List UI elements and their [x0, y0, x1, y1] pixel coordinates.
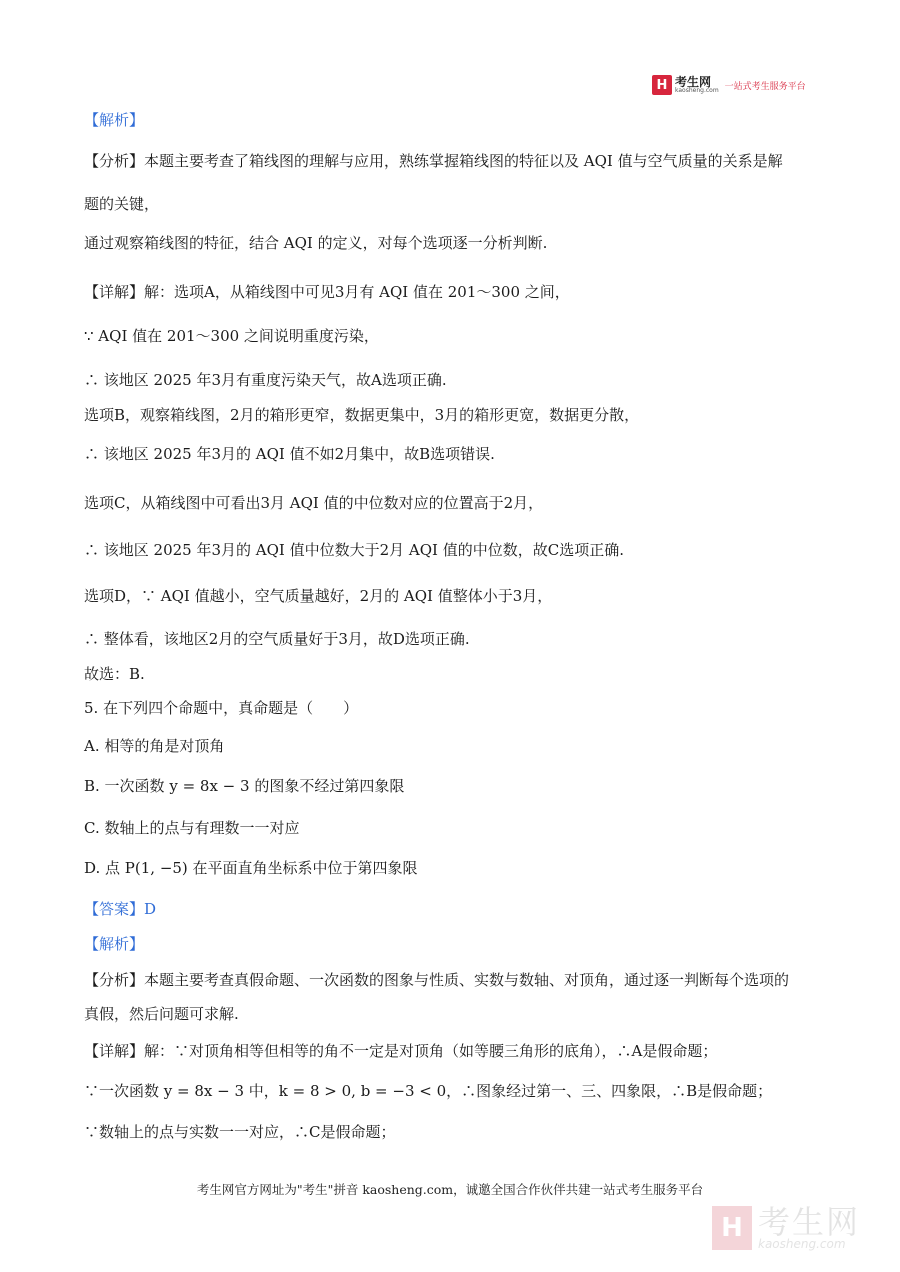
text-line: 【分析】本题主要考查了箱线图的理解与应用，熟练掌握箱线图的特征以及 AQI 值与空气质量的关系是解 [84, 152, 783, 170]
text-line: 【分析】本题主要考查真假命题、一次函数的图象与性质、实数与数轴、对顶角，通过逐一判断每个选项的 [84, 971, 790, 989]
option-b: B. 一次函数 y = 8x − 3 的图象不经过第四象限 [84, 777, 405, 795]
option-d: D. 点 P(1, −5) 在平面直角坐标系中位于第四象限 [84, 859, 418, 877]
text-line: 题的关键， [84, 195, 160, 213]
page-footer: 考生网官方网址为"考生"拼音 kaosheng.com，诚邀全国合作伙伴共建一站式考生服务平台 [196, 1182, 704, 1197]
text-line: 选项D，∵ AQI 值越小，空气质量越好，2月的 AQI 值整体小于3月， [84, 587, 553, 605]
logo-domain: kaosheng.com [675, 87, 719, 94]
section-heading-analysis: 【解析】 [84, 111, 145, 129]
answer-line: 【答案】D [84, 900, 157, 918]
logo-name: 考生网 [675, 75, 712, 89]
section-heading-analysis: 【解析】 [84, 935, 145, 953]
watermark-name: 考生网 [758, 1203, 861, 1241]
text-line: 真假，然后问题可求解. [84, 1005, 239, 1023]
text-line: 【详解】解：∵对顶角相等但相等的角不一定是对顶角（如等腰三角形的底角），∴A是假命题； [84, 1042, 718, 1060]
text-line: ∴ 该地区 2025 年3月有重度污染天气，故A选项正确. [84, 371, 447, 389]
question-stem: 5. 在下列四个命题中，真命题是（ ） [84, 699, 359, 717]
text-line: 通过观察箱线图的特征，结合 AQI 的定义，对每个选项逐一分析判断. [84, 234, 548, 252]
text-line: ∴ 该地区 2025 年3月的 AQI 值不如2月集中，故B选项错误. [84, 445, 495, 463]
watermark-logo [712, 1200, 887, 1256]
text-line: ∴ 该地区 2025 年3月的 AQI 值中位数大于2月 AQI 值的中位数，故C选项正确. [84, 541, 624, 559]
watermark-domain: kaosheng.com [758, 1237, 846, 1251]
text-line: 选项C，从箱线图中可看出3月 AQI 值的中位数对应的位置高于2月， [84, 494, 544, 512]
text-line: ∵数轴上的点与实数一一对应，∴C是假命题； [84, 1123, 396, 1141]
watermark-text [758, 1203, 861, 1251]
text-line: 故选：B. [84, 665, 145, 683]
header-slogan: 一站式考生服务平台 [724, 81, 806, 92]
text-line: 选项B，观察箱线图，2月的箱形更窄，数据更集中，3月的箱形更宽，数据更分散， [84, 406, 640, 424]
text-line: ∵一次函数 y = 8x − 3 中，k = 8 > 0, b = −3 < 0，∴图象经过第一、三、四象限，∴B是假命题； [84, 1082, 773, 1100]
text-line: ∵ AQI 值在 201～300 之间说明重度污染， [84, 327, 379, 345]
text-line: 【详解】解：选项A，从箱线图中可见3月有 AQI 值在 201～300 之间， [84, 283, 570, 301]
text-line: ∴ 整体看，该地区2月的空气质量好于3月，故D选项正确. [84, 630, 470, 648]
header-logo [652, 73, 822, 97]
watermark-mark-icon: H [712, 1206, 752, 1250]
logo-mark-icon: H [652, 75, 672, 95]
option-c: C. 数轴上的点与有理数一一对应 [84, 819, 300, 837]
logo-text [675, 76, 719, 94]
option-a: A. 相等的角是对顶角 [84, 737, 225, 755]
